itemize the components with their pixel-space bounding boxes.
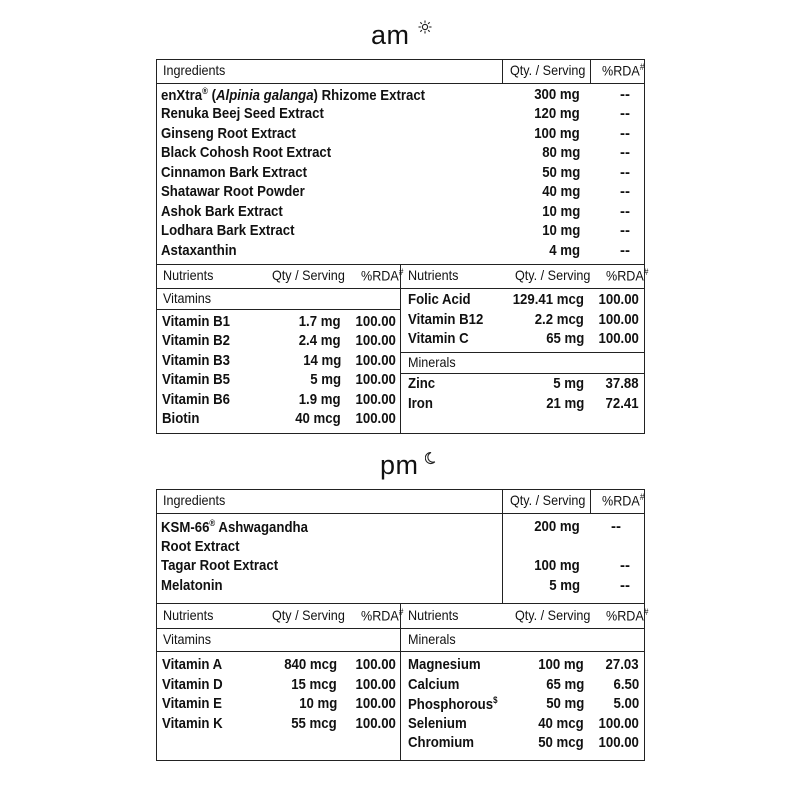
pm-ingredient-rda-2: -- bbox=[620, 577, 630, 594]
am-ingredient-rda-1: -- bbox=[620, 105, 630, 122]
am-ingredient-rda-6: -- bbox=[620, 203, 630, 220]
am-ingredient-rda-7: -- bbox=[620, 222, 630, 239]
pm-ingredient-name-0-line2: Root Extract bbox=[161, 538, 240, 555]
am-minerals-top-divider bbox=[400, 352, 645, 353]
am-vitamin-qty-5: 40 mcg bbox=[295, 410, 341, 427]
am-ingredient-name-1: Renuka Beej Seed Extract bbox=[161, 105, 324, 122]
pm-nutrients-heading-left: Nutrients bbox=[163, 607, 214, 623]
pm-ingredients-header-divider bbox=[156, 513, 645, 514]
pm-mineral-name-2: Phosphorous$ bbox=[408, 695, 498, 713]
pm-vitamin-rda-2: 100.00 bbox=[355, 695, 396, 712]
am-mineral-name-0: Zinc bbox=[408, 375, 436, 392]
am-right-vitamin-rda-0: 100.00 bbox=[598, 291, 639, 308]
am-nutrients-qty-heading-right: Qty. / Serving bbox=[515, 267, 591, 283]
pm-ingredient-qty-1: 100 mg bbox=[534, 557, 580, 574]
pm-ingredient-name-1: Tagar Root Extract bbox=[161, 557, 279, 574]
am-ingredient-rda-2: -- bbox=[620, 125, 630, 142]
pm-rda-col-divider bbox=[590, 489, 591, 513]
pm-ingredient-qty-2: 5 mg bbox=[549, 577, 580, 594]
am-vitamin-qty-1: 2.4 mg bbox=[299, 332, 341, 349]
am-minerals-divider bbox=[400, 373, 645, 374]
am-ingredient-qty-0: 300 mg bbox=[534, 86, 580, 103]
pm-center-divider bbox=[400, 603, 401, 761]
pm-vitamin-qty-0: 840 mcg bbox=[284, 656, 337, 673]
pm-vitamin-name-3: Vitamin K bbox=[162, 715, 223, 732]
am-mineral-rda-0: 37.88 bbox=[605, 375, 639, 392]
pm-mineral-qty-1: 65 mg bbox=[545, 676, 584, 693]
am-ingredient-qty-8: 4 mg bbox=[549, 242, 580, 259]
pm-vitamin-name-0: Vitamin A bbox=[162, 656, 223, 673]
am-vitamin-name-2: Vitamin B3 bbox=[162, 352, 230, 369]
am-vitamin-name-4: Vitamin B6 bbox=[162, 391, 230, 408]
am-nutrients-qty-heading-left: Qty / Serving bbox=[272, 267, 345, 283]
pm-minerals-label: Minerals bbox=[408, 631, 456, 647]
am-ingredient-qty-7: 10 mg bbox=[541, 222, 580, 239]
am-vitamin-name-0: Vitamin B1 bbox=[162, 313, 230, 330]
pm-title bbox=[380, 450, 419, 481]
am-vitamin-name-5: Biotin bbox=[162, 410, 200, 427]
am-right-vitamin-name-0: Folic Acid bbox=[408, 291, 471, 308]
pm-vitamin-rda-0: 100.00 bbox=[355, 656, 396, 673]
am-mineral-name-1: Iron bbox=[408, 395, 433, 412]
am-qty-heading: Qty. / Serving bbox=[510, 62, 586, 78]
am-title-text: am bbox=[371, 20, 410, 50]
pm-mineral-name-0: Magnesium bbox=[408, 656, 481, 673]
pm-qty-col-divider bbox=[502, 489, 503, 603]
pm-mineral-rda-2: 5.00 bbox=[613, 695, 639, 712]
am-right-vitamin-name-1: Vitamin B12 bbox=[408, 311, 484, 328]
am-mineral-qty-1: 21 mg bbox=[545, 395, 584, 412]
moon-icon bbox=[425, 451, 436, 465]
pm-mineral-rda-0: 27.03 bbox=[605, 656, 639, 673]
pm-title-text: pm bbox=[380, 450, 419, 480]
am-right-vitamin-qty-2: 65 mg bbox=[545, 330, 584, 347]
pm-vitamin-name-1: Vitamin D bbox=[162, 676, 223, 693]
pm-nutrients-qty-heading-right: Qty. / Serving bbox=[515, 607, 591, 623]
am-ingredient-qty-1: 120 mg bbox=[534, 105, 580, 122]
am-ingredients-heading: Ingredients bbox=[163, 62, 226, 78]
pm-nutrients-qty-heading-left: Qty / Serving bbox=[272, 607, 345, 623]
am-ingredient-rda-8: -- bbox=[620, 242, 630, 259]
am-mineral-rda-1: 72.41 bbox=[605, 395, 639, 412]
am-nutrients-heading-left: Nutrients bbox=[163, 267, 214, 283]
am-ingredient-name-4: Cinnamon Bark Extract bbox=[161, 164, 307, 181]
pm-vitamin-qty-1: 15 mcg bbox=[291, 676, 337, 693]
am-ingredient-qty-4: 50 mg bbox=[541, 164, 580, 181]
am-ingredient-qty-5: 40 mg bbox=[541, 183, 580, 200]
pm-mineral-name-3: Selenium bbox=[408, 715, 467, 732]
pm-nutrients-rda-heading-right: %RDA# bbox=[606, 607, 649, 624]
am-vitamins-label: Vitamins bbox=[163, 290, 212, 306]
am-vitamin-qty-0: 1.7 mg bbox=[299, 313, 341, 330]
pm-mineral-qty-3: 40 mcg bbox=[538, 715, 584, 732]
am-vitamin-rda-5: 100.00 bbox=[355, 410, 396, 427]
am-right-vitamin-name-2: Vitamin C bbox=[408, 330, 469, 347]
am-minerals-label: Minerals bbox=[408, 354, 456, 370]
am-center-divider bbox=[400, 264, 401, 434]
pm-mineral-qty-0: 100 mg bbox=[538, 656, 584, 673]
pm-ingredient-qty-0: 200 mg bbox=[534, 518, 580, 535]
am-right-vitamin-rda-2: 100.00 bbox=[598, 330, 639, 347]
am-ingredient-name-6: Ashok Bark Extract bbox=[161, 203, 283, 220]
am-ingredient-name-5: Shatawar Root Powder bbox=[161, 183, 305, 200]
am-ingredient-rda-4: -- bbox=[620, 164, 630, 181]
am-vitamin-name-1: Vitamin B2 bbox=[162, 332, 230, 349]
am-ingredient-name-8: Astaxanthin bbox=[161, 242, 237, 259]
am-vitamins-divider bbox=[156, 309, 400, 310]
pm-vitamin-rda-1: 100.00 bbox=[355, 676, 396, 693]
am-ingredient-rda-0: -- bbox=[620, 86, 630, 103]
am-vitamin-rda-0: 100.00 bbox=[355, 313, 396, 330]
am-vitamin-name-3: Vitamin B5 bbox=[162, 371, 230, 388]
am-ingredient-qty-2: 100 mg bbox=[534, 125, 580, 142]
am-nutrients-heading-right: Nutrients bbox=[408, 267, 459, 283]
pm-mineral-qty-2: 50 mg bbox=[545, 695, 584, 712]
pm-ingredient-rda-1: -- bbox=[620, 557, 630, 574]
am-nutrients-rda-heading-left: %RDA# bbox=[361, 267, 404, 284]
am-vitamin-rda-1: 100.00 bbox=[355, 332, 396, 349]
pm-mineral-rda-4: 100.00 bbox=[598, 734, 639, 751]
pm-ingredients-heading: Ingredients bbox=[163, 492, 226, 508]
am-ingredient-name-0: enXtra® (Alpinia galanga) Rhizome Extract bbox=[161, 86, 426, 104]
pm-mineral-name-4: Chromium bbox=[408, 734, 474, 751]
am-right-vitamin-rda-1: 100.00 bbox=[598, 311, 639, 328]
pm-mineral-name-1: Calcium bbox=[408, 676, 460, 693]
am-vitamin-rda-2: 100.00 bbox=[355, 352, 396, 369]
pm-vitamin-name-2: Vitamin E bbox=[162, 695, 222, 712]
am-vitamin-qty-2: 14 mg bbox=[302, 352, 341, 369]
pm-vitamin-rda-3: 100.00 bbox=[355, 715, 396, 732]
am-rda-heading: %RDA# bbox=[602, 62, 645, 79]
am-vitamin-rda-4: 100.00 bbox=[355, 391, 396, 408]
am-qty-col-divider bbox=[502, 59, 503, 83]
pm-rda-heading: %RDA# bbox=[602, 492, 645, 509]
am-ingredient-name-7: Lodhara Bark Extract bbox=[161, 222, 295, 239]
am-right-vitamin-qty-1: 2.2 mcg bbox=[534, 311, 584, 328]
pm-mineral-rda-1: 6.50 bbox=[613, 676, 639, 693]
am-title bbox=[371, 20, 410, 51]
am-vitamin-rda-3: 100.00 bbox=[355, 371, 396, 388]
am-vitamin-qty-3: 5 mg bbox=[310, 371, 341, 388]
pm-qty-heading: Qty. / Serving bbox=[510, 492, 586, 508]
pm-ingredient-name-2: Melatonin bbox=[161, 577, 223, 594]
am-ingredient-name-3: Black Cohosh Root Extract bbox=[161, 144, 332, 161]
am-right-vitamin-qty-0: 129.41 mcg bbox=[512, 291, 584, 308]
am-ingredient-qty-3: 80 mg bbox=[541, 144, 580, 161]
pm-mineral-qty-4: 50 mcg bbox=[538, 734, 584, 751]
am-ingredient-name-2: Ginseng Root Extract bbox=[161, 125, 296, 142]
pm-nutrients-rda-heading-left: %RDA# bbox=[361, 607, 404, 624]
am-ingredient-rda-3: -- bbox=[620, 144, 630, 161]
am-ingredient-rda-5: -- bbox=[620, 183, 630, 200]
pm-nutrients-heading-right: Nutrients bbox=[408, 607, 459, 623]
pm-mineral-rda-3: 100.00 bbox=[598, 715, 639, 732]
am-nutrients-rda-heading-right: %RDA# bbox=[606, 267, 649, 284]
pm-vitamins-divider bbox=[156, 651, 645, 652]
pm-ingredient-name-0: KSM-66® Ashwagandha bbox=[161, 518, 308, 536]
am-mineral-qty-0: 5 mg bbox=[553, 375, 584, 392]
am-vitamin-qty-4: 1.9 mg bbox=[299, 391, 341, 408]
am-rda-col-divider bbox=[590, 59, 591, 83]
am-ingredients-header-divider bbox=[156, 83, 645, 84]
am-ingredient-qty-6: 10 mg bbox=[541, 203, 580, 220]
pm-vitamin-qty-3: 55 mcg bbox=[291, 715, 337, 732]
pm-vitamins-label: Vitamins bbox=[163, 631, 212, 647]
pm-vitamin-qty-2: 10 mg bbox=[298, 695, 337, 712]
pm-ingredient-rda-0: -- bbox=[611, 518, 621, 535]
sun-icon bbox=[418, 20, 432, 34]
